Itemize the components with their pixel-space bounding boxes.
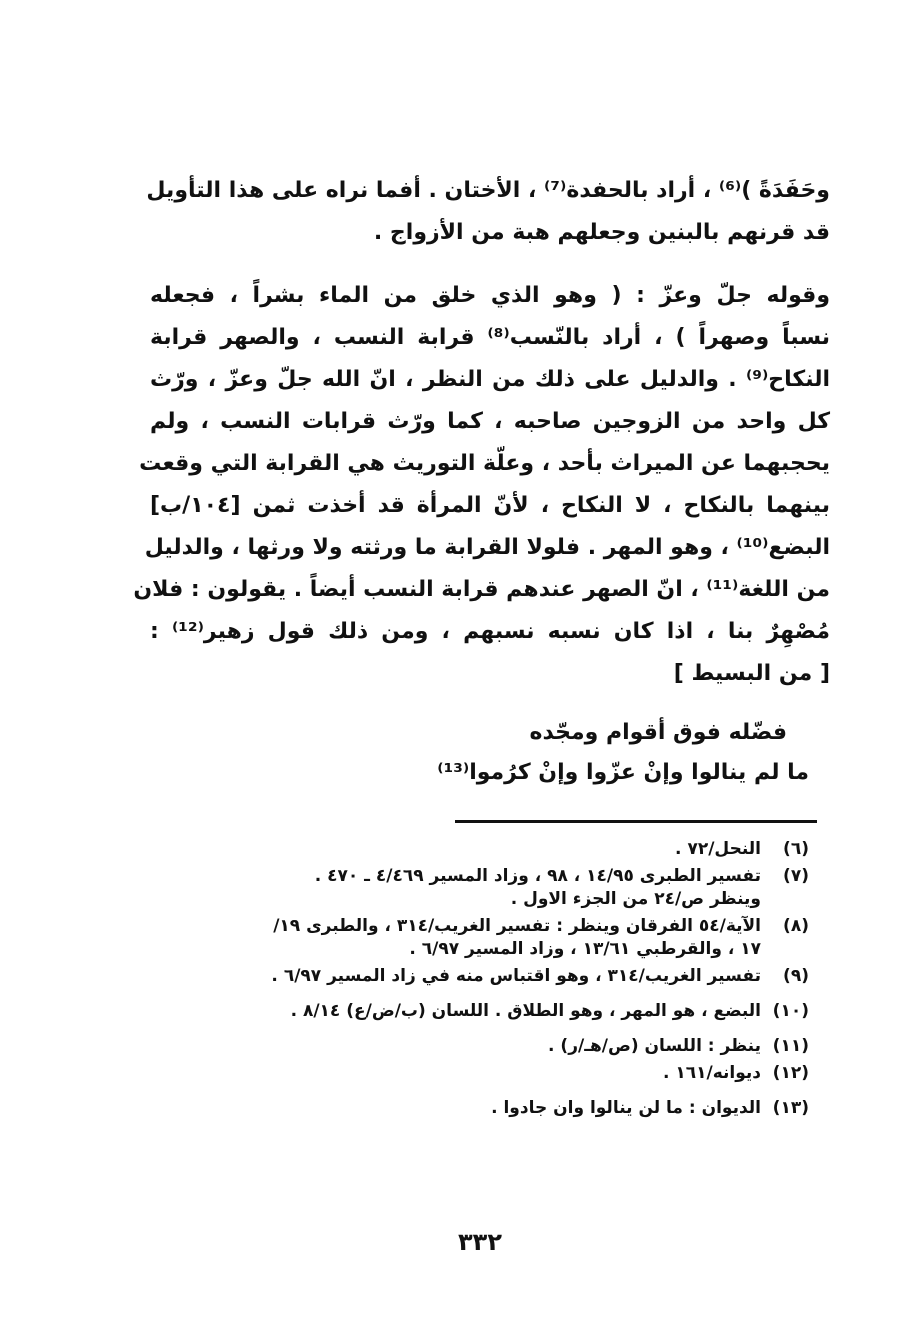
- text-line: من اللغة⁽¹¹⁾ ، انّ الصهر عندهم قرابة النسب أيضاً . يقولون : فلان: [133, 577, 830, 602]
- footnote: [149, 838, 809, 861]
- text-line: بينهما بالنكاح ، لا النكاح ، لأنّ المرأة قد أخذت ثمن [١٠٤/ب]: [150, 493, 830, 518]
- footnote-number: (٩): [783, 966, 809, 986]
- page-number: ٣٣٢: [458, 1228, 502, 1256]
- footnote-text: تفسير الغريب/٣١٤ ، وهو اقتباس منه في زاد المسير ٦/٩٧ .: [271, 966, 761, 986]
- footnote: [149, 1062, 809, 1085]
- footnote-number: (١٢): [772, 1063, 809, 1083]
- footnote: [149, 1000, 809, 1023]
- footnote-text: الآية/٥٤ الفرقان وينظر : تفسير الغريب/٣١٤ ، والطبرى ١٩/: [273, 916, 761, 936]
- footnote-number: (١٠): [772, 1001, 809, 1021]
- text-line: وحَفَدَةً )⁽⁶⁾ ، أراد بالحفدة⁽⁷⁾ ، الأختان . أفما نراه على هذا التأويل: [146, 178, 830, 203]
- footnote-text: الديوان : ما لن ينالوا وان جادوا .: [491, 1098, 761, 1118]
- footnote: [149, 1035, 809, 1058]
- footnote-text: ينظر : اللسان (ص/هـ/ر) .: [548, 1036, 761, 1056]
- text-line: نسباً وصهراً ) ، أراد بالنّسب⁽⁸⁾ قرابة النسب ، والصهر قرابة: [150, 325, 831, 350]
- footnote-number: (٨): [783, 916, 809, 936]
- text-line: قد قرنهم بالبنين وجعلهم هبة من الأزواج .: [373, 220, 830, 245]
- text-line: مُصْهِرٌ بنا ، اذا كان نسبه نسبهم ، ومن ذلك قول زهير⁽¹²⁾ :: [150, 619, 830, 644]
- footnote-text: ١٧ ، والقرطبي ١٣/٦١ ، وزاد المسير ٦/٩٧ .: [409, 939, 761, 959]
- footnote-text: النحل/٧٢ .: [675, 839, 761, 859]
- footnote: [149, 865, 809, 911]
- footnotes: [149, 838, 809, 1124]
- text-line: البضع⁽¹⁰⁾ ، وهو المهر . فلولا القرابة ما ورثته ولا ورثها ، والدليل: [144, 535, 830, 560]
- footnote-text: وينظر ص/٢٤ من الجزء الاول .: [510, 889, 761, 909]
- footnote: [149, 965, 809, 988]
- footnote-number: (٦): [783, 839, 809, 859]
- text-line: النكاح⁽⁹⁾ . والدليل على ذلك من النظر ، انّ الله جلّ وعزّ ، ورّث: [150, 367, 830, 392]
- meter-label: [ من البسيط ]: [673, 661, 830, 686]
- footnote-text: البضع ، هو المهر ، وهو الطلاق . اللسان (ب/ض/ع) ٨/١٤ .: [290, 1001, 761, 1021]
- text-line: يحجبهما عن الميراث بأحد ، وعلّة التوريث هي القرابة التي وقعت: [139, 451, 830, 476]
- verse-hemistich-2: ما لم ينالوا وإنْ عزّوا وإنْ كرُموا⁽¹³⁾: [437, 760, 809, 785]
- footnote-number: (١١): [772, 1036, 809, 1056]
- footnote-text: تفسير الطبرى ١٤/٩٥ ، ٩٨ ، وزاد المسير ٤/٤٦٩ ـ ٤٧٠ .: [314, 866, 761, 886]
- footnote-number: (١٣): [772, 1098, 809, 1118]
- footnote: [149, 915, 809, 961]
- footnote-number: (٧): [783, 866, 809, 886]
- footnote: [149, 1097, 809, 1120]
- verse-hemistich-1: فضّله فوق أقوام ومجّده: [529, 720, 787, 745]
- footnote-text: ديوانه/١٦١ .: [662, 1063, 761, 1083]
- text-line: كل واحد من الزوجين صاحبه ، كما ورّث قرابات النسب ، ولم: [150, 409, 830, 434]
- main-paragraph-1: [146, 170, 830, 254]
- main-paragraph-2: [133, 275, 831, 695]
- footnote-separator: [455, 820, 817, 823]
- text-line: وقوله جلّ وعزّ : ( وهو الذي خلق من الماء بشراً ، فجعله: [150, 283, 830, 308]
